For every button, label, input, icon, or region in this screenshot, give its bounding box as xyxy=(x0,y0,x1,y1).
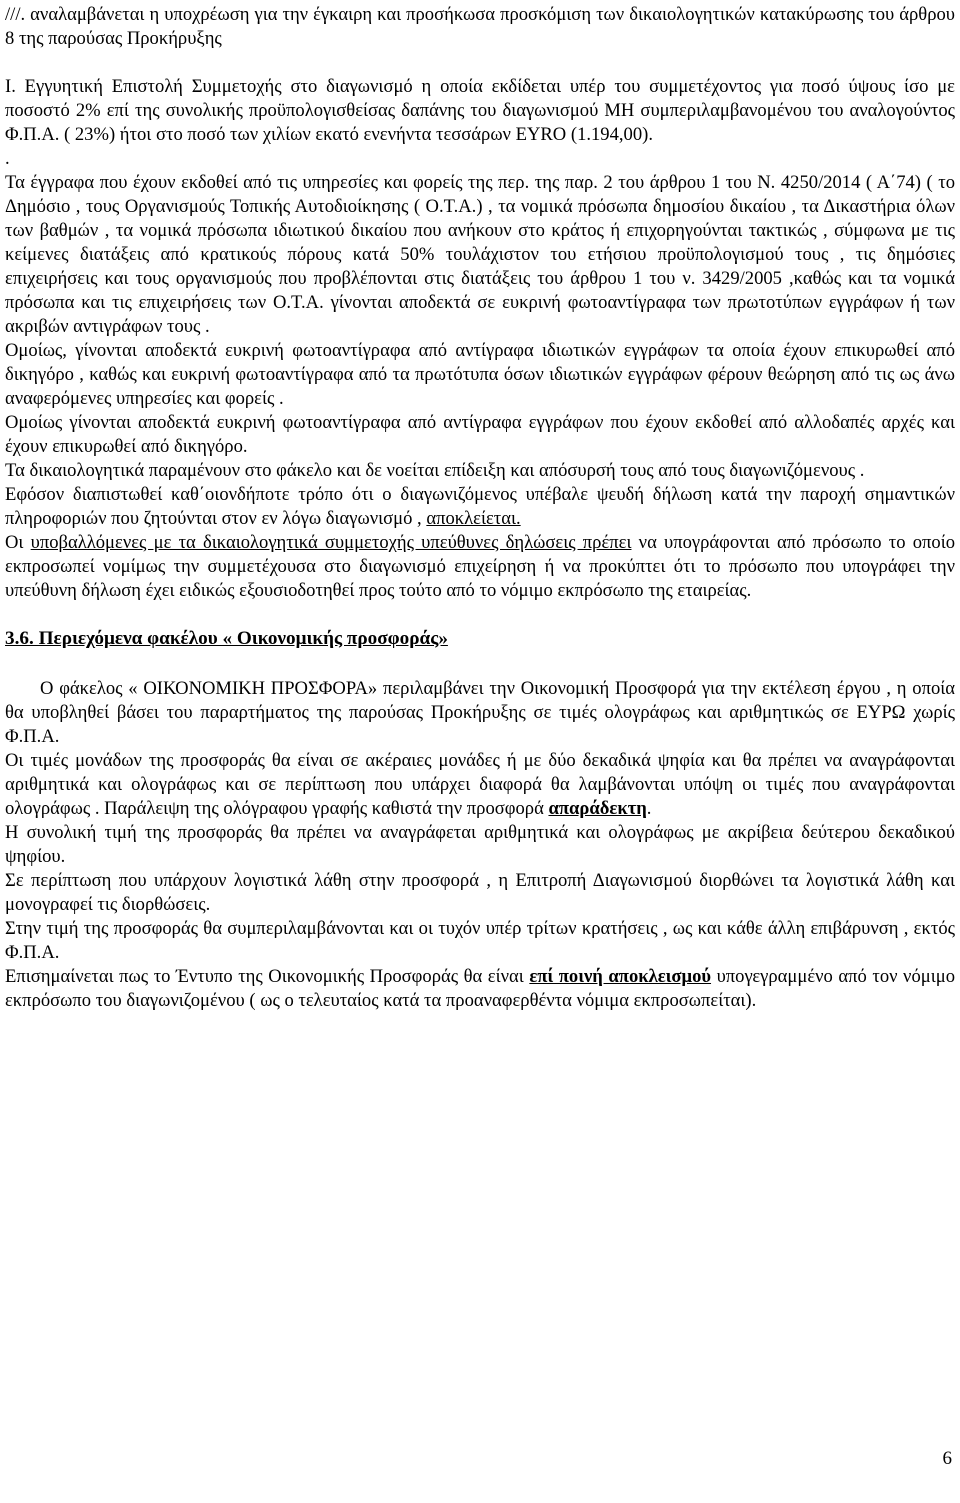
paragraph-documents: Τα έγγραφα που έχουν εκδοθεί από τις υπηρεσίες και φορείς της περ. της παρ. 2 του άρθρου 1 του Ν. 4250/2014 ( Α΄74) ( το Δημόσιο , τους Οργανισμούς Τοπικής Αυτοδιοίκησης ( Ο.Τ.Α.) , τα νομικά πρόσωπα δημοσίου δικαίου , τα Δικαστήρια όλων των βαθμών , τα νομικά πρόσωπα ιδιωτικού δικαίου που ανήκουν στο κράτος ή επιχορηγούνται τακτικώς , σύμφωνα με τις κείμενες διατάξεις από κρατικούς πόρους κατά 50% τουλάχιστον του ετήσιου προϋπολογισμού τους , τις δημόσιες επιχειρήσεις και τους οργανισμούς που προβλέπονται στις διατάξεις του άρθρου 1 του ν. 3429/2005 ,καθώς και τα νομικά πρόσωπα και τις επιχειρήσεις των Ο.Τ.Α. γίνονται αποδεκτά σε ευκρινή φωτοαντίγραφα των πρωτοτύπων εγγράφων ή των ακριβών αντιγράφων τους . xyxy=(5,172,955,337)
underlined-declarations: υποβαλλόμενες με τα δικαιολογητικά συμμετοχής υπεύθυνες δηλώσεις πρέπει xyxy=(30,532,632,553)
text-run: Οι xyxy=(5,532,31,553)
underlined-excluded: αποκλείεται. xyxy=(426,508,521,529)
document-page xyxy=(5,3,955,1013)
paragraph-signature xyxy=(5,965,955,1013)
text-run: Οι τιμές μονάδων της προσφοράς θα είναι σε ακέραιες μονάδες ή με δύο δεκαδικά ψηφία και θα πρέπει να αναγράφονται αριθμητικά και ολογράφως και σε περίπτωση που υπάρχει διαφορά θα λαμβάνονται υπόψη οι τιμές που αναγράφονται ολογράφως . Παράλειψη της ολόγραφου γραφής καθιστά την προσφορά xyxy=(5,750,955,819)
underlined-unacceptable: απαράδεκτη xyxy=(548,798,647,819)
paragraph-total-price: Η συνολική τιμή της προσφοράς θα πρέπει να αναγράφεται αριθμητικά και ολογράφως με ακρίβεια δεύτερου δεκαδικού ψηφίου. xyxy=(5,822,955,867)
paragraph-financial-envelope: Ο φάκελος « ΟΙΚΟΝΟΜΙΚΗ ΠΡΟΣΦΟΡΑ» περιλαμβάνει την Οικονομική Προσφορά για την εκτέλεση έργου , η οποία θα υποβληθεί βάσει του παραρτήματος της παρούσας Προκήρυξης σε τιμές ολογράφως και αριθμητικώς σε ΕΥΡΩ χωρίς Φ.Π.Α. xyxy=(5,678,955,747)
page-number: 6 xyxy=(942,1448,952,1469)
paragraph-obligation: ///. αναλαμβάνεται η υποχρέωση για την έγκαιρη και προσήκωσα προσκόμιση των δικαιολογητικών κατακύρωσης του άρθρου 8 της παρούσας Προκήρυξης xyxy=(5,4,955,49)
text-run: Επισημαίνεται πως το Έντυπο της Οικονομικής Προσφοράς θα είναι xyxy=(5,966,530,987)
text-run: υπογεγραμμένο από τον νόμιμο εκπρόσωπο του διαγωνιζομένου ( ως ο τελευταίος κατά τα προαναφερθέντα νόμιμα εκπροσωπείται). xyxy=(5,966,955,1011)
section-heading xyxy=(5,627,955,651)
paragraph-false-declaration xyxy=(5,483,955,531)
paragraph-declarations xyxy=(5,531,955,603)
spacer xyxy=(5,51,955,75)
underlined-penalty: επί ποινή αποκλεισμού xyxy=(529,966,712,987)
text-run: να υπογράφονται από πρόσωπο το οποίο εκπροσωπεί νομίμως την συμμετέχουσα στο διαγωνισμό επιχείρηση ή να προκύπτει ότι το πρόσωπο που υπογράφει την υπεύθυνη δήλωση έχει ειδικώς εξουσιοδοτηθεί προς τούτο από το νόμιμο εκπρόσωπο της εταιρείας. xyxy=(5,532,955,601)
text-run: . xyxy=(646,798,652,819)
paragraph-guarantee-letter: Ι. Εγγυητική Επιστολή Συμμετοχής στο διαγωνισμό η οποία εκδίδεται υπέρ του συμμετέχοντος για ποσό ύψους ίσο με ποσοστό 2% επί της συνολικής προϋπολογισθείσας δαπάνης του διαγωνισμού ΜΗ συμπεριλαμβανομένου του αναλογούντος Φ.Π.Α. ( 23%) ήτοι στο ποσό των χιλίων εκατό ενενήντα τεσσάρων ΕΥRO (1.194,00). xyxy=(5,76,955,145)
paragraph-accounting-errors: Σε περίπτωση που υπάρχουν λογιστικά λάθη στην προσφορά , η Επιτροπή Διαγωνισμού διορθώνει τα λογιστικά λάθη και μονογραφεί τις διορθώσεις. xyxy=(5,870,955,915)
section-heading-text: 3.6. Περιεχόμενα φακέλου « Οικονομικής προσφοράς» xyxy=(5,628,448,649)
paragraph-retention: Τα δικαιολογητικά παραμένουν στο φάκελο και δε νοείται επίδειξη και απόσυρσή τους από τους διαγωνιζόμενους . xyxy=(5,460,865,481)
paragraph-copies-lawyer: Ομοίως, γίνονται αποδεκτά ευκρινή φωτοαντίγραφα από αντίγραφα ιδιωτικών εγγράφων τα οποία έχουν επικυρωθεί από δικηγόρο , καθώς και ευκρινή φωτοαντίγραφα από τα πρωτότυπα όσων ιδιωτικών εγγράφων φέρουν θεώρηση από τις ως άνω αναφερόμενες υπηρεσίες και φορείς . xyxy=(5,340,955,409)
spacer xyxy=(5,651,955,677)
paragraph-unit-prices xyxy=(5,749,955,821)
spacer xyxy=(5,603,955,617)
paragraph-deductions: Στην τιμή της προσφοράς θα συμπεριλαμβάνονται και οι τυχόν υπέρ τρίτων κρατήσεις , ως και κάθε άλλη επιβάρυνση , εκτός Φ.Π.Α. xyxy=(5,918,955,963)
paragraph-foreign-docs: Ομοίως γίνονται αποδεκτά ευκρινή φωτοαντίγραφα από αντίγραφα εγγράφων που έχουν εκδοθεί από αλλοδαπές αρχές και έχουν επικυρωθεί από δικηγόρο. xyxy=(5,412,955,457)
text-run: Εφόσον διαπιστωθεί καθ΄οιονδήποτε τρόπο ότι ο διαγωνιζόμενος υπέβαλε ψευδή δήλωση κατά την παροχή σημαντικών πληροφοριών που ζητούνται στον εν λόγω διαγωνισμό , xyxy=(5,484,955,529)
paragraph-dot: . xyxy=(5,148,10,169)
